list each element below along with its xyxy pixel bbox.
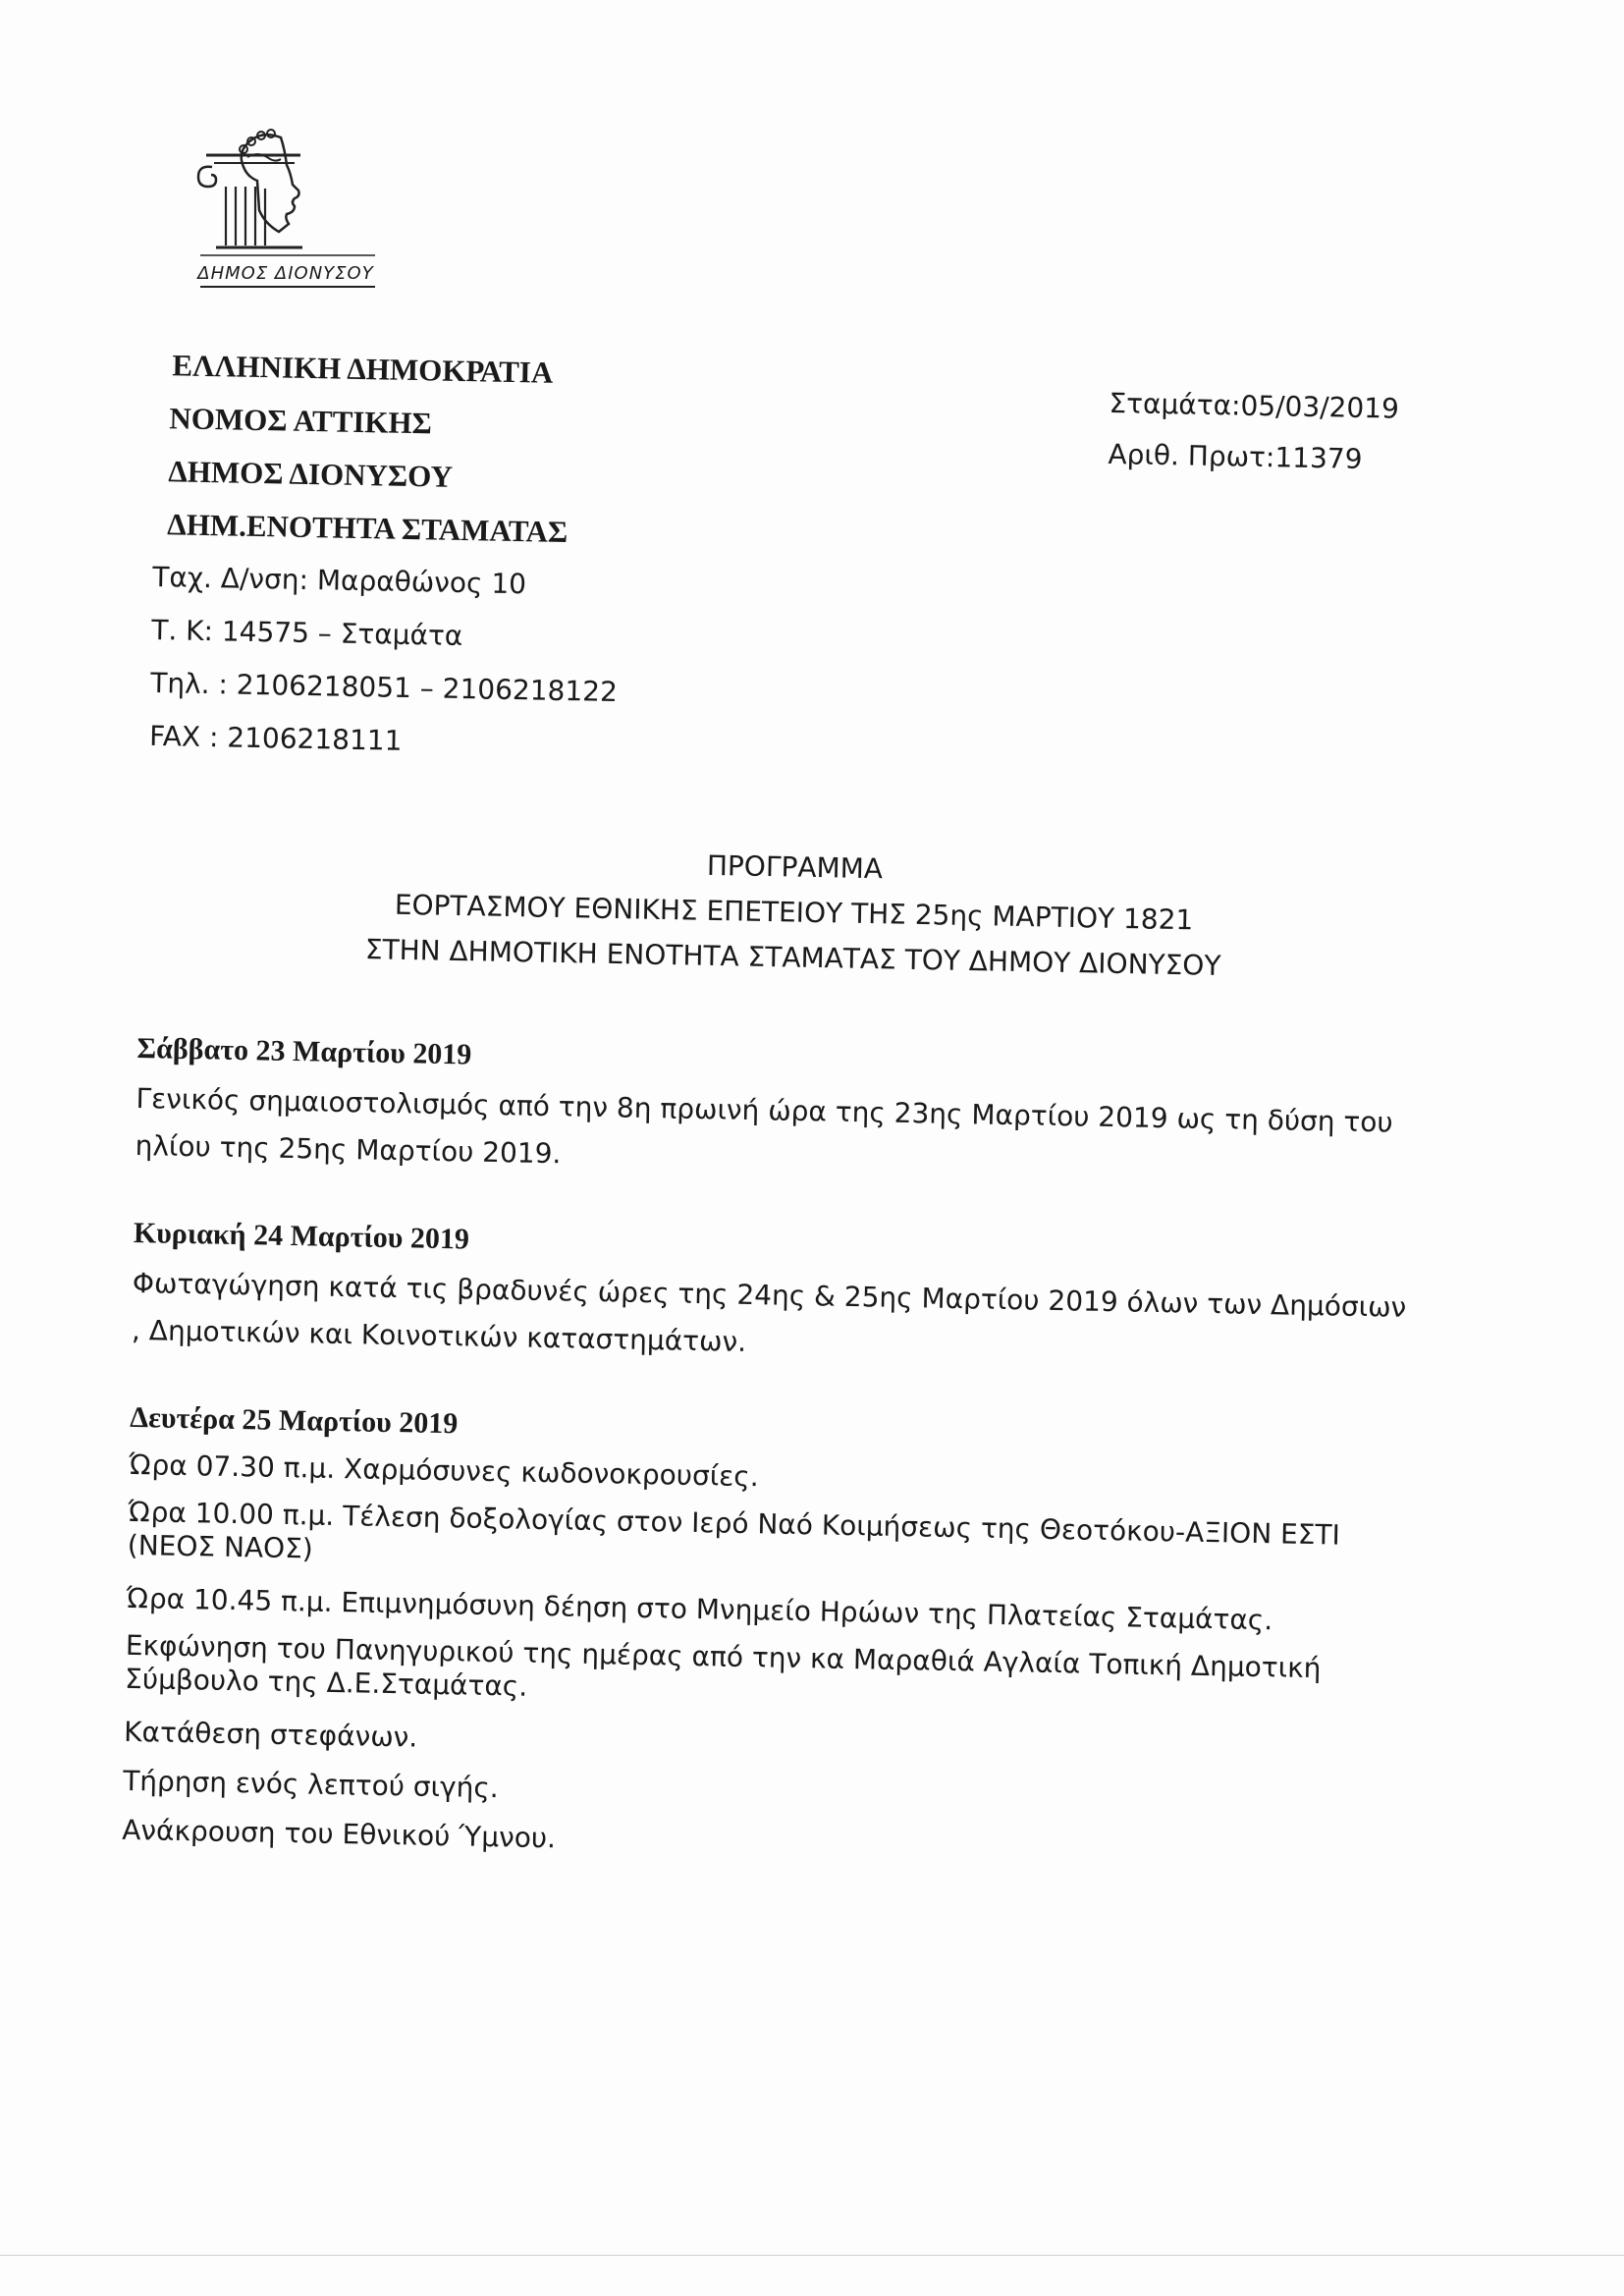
program-body <box>122 1026 1414 1880</box>
municipality-logo <box>192 128 379 295</box>
header-country: ΕΛΛΗΝΙΚΗ ΔΗΜΟΚΡΑΤΙΑ <box>172 348 554 390</box>
day-text-saturday: Γενικός σημαιοστολισμός από την 8η πρωινή ώρα της 23ης Μαρτίου 2019 ως τη δύση του ηλίου της 25ης Μαρτίου 2019. <box>135 1081 1393 1171</box>
header-municipality: ΔΗΜΟΣ ΔΙΟΝΥΣΟΥ <box>168 454 454 494</box>
day-text-sunday: Φωταγώγηση κατά τις βραδυνές ώρες της 24ης & 25ης Μαρτίου 2019 όλων των Δημόσιων , Δημοτικών και Κοινοτικών καταστημάτων. <box>131 1266 1407 1358</box>
scan-edge-line <box>0 2255 1624 2256</box>
day-heading-saturday: Σάββατο 23 Μαρτίου 2019 <box>136 1031 472 1071</box>
protocol-number: Αριθ. Πρωτ:11379 <box>1108 437 1363 475</box>
list-item: Ανάκρουση του Εθνικού Ύμνου. <box>121 1813 557 1855</box>
day-heading-sunday: Κυριακή 24 Μαρτίου 2019 <box>133 1216 470 1256</box>
header-prefecture: ΝΟΜΟΣ ΑΤΤΙΚΗΣ <box>169 401 433 441</box>
reference-block <box>1108 378 1399 486</box>
list-item: Εκφώνηση του Πανηγυρικού της ημέρας από την κα Μαραθιά Αγλαία Τοπική Δημοτική Σύμβουλο της Δ.Ε.Σταμάτας. <box>124 1628 1322 1703</box>
header-fax: FAX : 2106218111 <box>148 719 403 757</box>
header-postal: Τ. Κ: 14575 – Σταμάτα <box>150 613 463 653</box>
list-item: Τήρηση ενός λεπτού σιγής. <box>122 1764 500 1805</box>
place-date: Σταμάτα:05/03/2019 <box>1109 386 1400 425</box>
list-item: Ώρα 10.45 π.μ. Επιμνημόσυνη δέηση στο Μνημείο Ηρώων της Πλατείας Σταμάτας. <box>126 1581 1273 1637</box>
document-title <box>252 835 1334 991</box>
list-item: Ώρα 07.30 π.μ. Χαρμόσυνες κωδονοκρουσίες. <box>129 1448 760 1494</box>
list-item: Ώρα 10.00 π.μ. Τέλεση δοξολογίας στον Ιερό Ναό Κοιμήσεως της Θεοτόκου-ΑΞΙΟΝ ΕΣΤΙ (ΝΕΟΣ ΝΑΟΣ) <box>127 1495 1341 1565</box>
title-line-1: ΠΡΟΓΡΑΜΜΑ <box>706 848 884 886</box>
sender-header <box>149 339 624 772</box>
list-item: Κατάθεση στεφάνων. <box>123 1715 418 1754</box>
title-line-3: ΣΤΗΝ ΔΗΜΟΤΙΚΗ ΕΝΟΤΗΤΑ ΣΤΑΜΑΤΑΣ ΤΟΥ ΔΗΜΟΥ ΔΙΟΝΥΣΟΥ <box>364 933 1221 982</box>
header-phone: Τηλ. : 2106218051 – 2106218122 <box>149 666 619 709</box>
logo-text: ΔΗΜΟΣ ΔΙΟΝΥΣΟΥ <box>197 263 374 284</box>
title-line-2: ΕΟΡΤΑΣΜΟΥ ΕΘΝΙΚΗΣ ΕΠΕΤΕΙΟΥ ΤΗΣ 25ης ΜΑΡΤΙΟΥ 1821 <box>394 888 1194 937</box>
header-address: Ταχ. Δ/νση: Μαραθώνος 10 <box>152 560 527 601</box>
day-heading-monday: Δευτέρα 25 Μαρτίου 2019 <box>130 1400 459 1441</box>
header-unit: ΔΗΜ.ΕΝΟΤΗΤΑ ΣΤΑΜΑΤΑΣ <box>167 507 568 550</box>
